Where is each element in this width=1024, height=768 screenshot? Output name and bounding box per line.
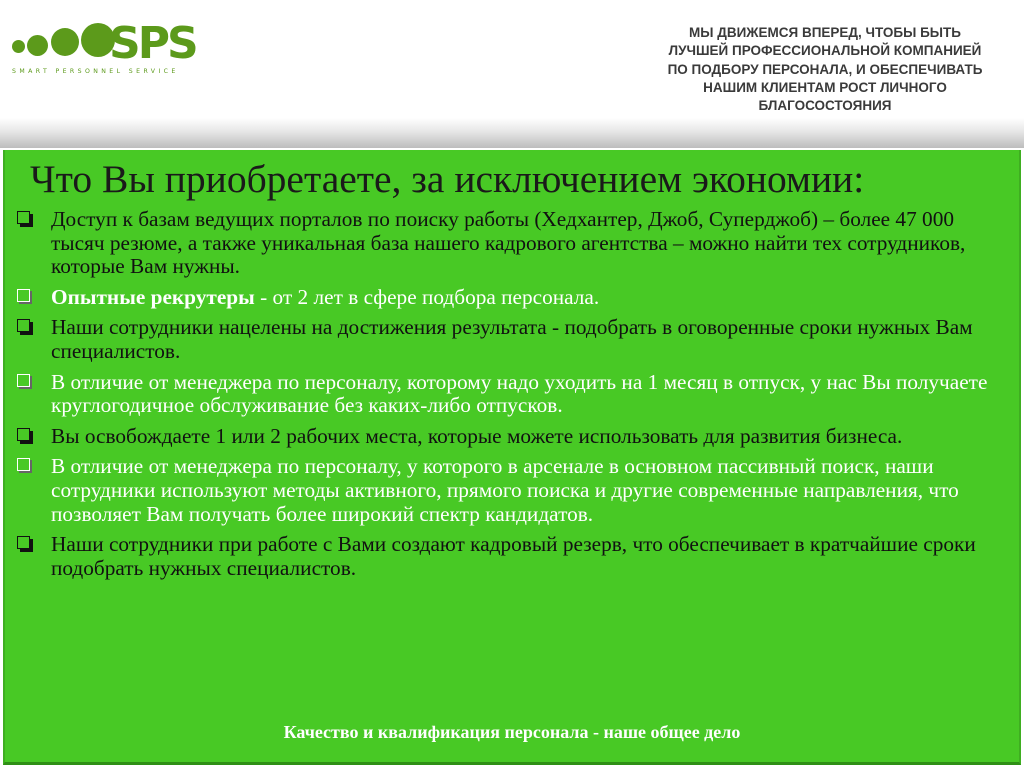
benefits-list <box>13 208 1003 587</box>
header-divider <box>0 118 1024 148</box>
benefit-item-text: Доступ к базам ведущих порталов по поиску работы (Хедхантер, Джоб, Суперджоб) – более 47 000 тысяч резюме, а также уникальная база нашего кадрового агентства – можно найти тех сотрудников, которые Вам нужны. <box>51 207 966 279</box>
checkbox-bullet-icon <box>17 319 30 332</box>
checkbox-bullet-icon <box>17 428 30 441</box>
benefit-item-text: В отличие от менеджера по персоналу, которому надо уходить на 1 месяц в отпуск, у нас Вы получаете круглогодичное обслуживание без каких-либо отпусков. <box>51 369 988 418</box>
checkbox-bullet-icon <box>17 536 30 549</box>
benefit-item-text: Наши сотрудники нацелены на достижения результата - подобрать в оговоренные сроки нужных Вам специалистов. <box>51 315 973 363</box>
benefit-item-text: Вы освобождаете 1 или 2 рабочих места, которые можете использовать для развития бизнеса. <box>51 423 903 448</box>
benefit-item-emphasis: Опытные рекрутеры <box>51 284 255 309</box>
mission-statement: МЫ ДВИЖЕМСЯ ВПЕРЕД, ЧТОБЫ БЫТЬ ЛУЧШЕЙ ПРОФЕССИОНАЛЬНОЙ КОМПАНИЕЙ ПО ПОДБОРУ ПЕРСОНАЛА, И ОБЕСПЕЧИВАТЬ НАШИМ КЛИЕНТАМ РОСТ ЛИЧНОГО БЛАГОСОСТОЯНИЯ <box>667 25 983 114</box>
logo-wordmark: SPS <box>109 18 196 69</box>
checkbox-bullet-icon <box>17 374 30 387</box>
benefit-item <box>13 455 1003 526</box>
slide-title: Что Вы приобретаете, за исключением экономии: <box>30 157 865 201</box>
slide-header <box>0 0 1024 135</box>
logo-dot-large <box>51 28 79 56</box>
benefit-item <box>13 533 1003 580</box>
benefit-item-text: - от 2 лет в сфере подбора персонала. <box>254 284 600 309</box>
checkbox-bullet-icon <box>17 289 30 302</box>
sps-logo <box>12 18 197 78</box>
logo-dot-medium <box>27 35 48 56</box>
benefit-item-text: Наши сотрудники при работе с Вами создают кадровый резерв, что обеспечивает в кратчайшие сроки подобрать нужных специалистов. <box>51 532 976 580</box>
content-panel <box>3 150 1021 765</box>
benefit-item <box>13 425 1003 449</box>
checkbox-bullet-icon <box>17 211 30 224</box>
benefit-item <box>13 371 1003 418</box>
logo-dot-small <box>12 40 25 53</box>
checkbox-bullet-icon <box>17 458 30 471</box>
benefit-item <box>13 208 1003 279</box>
benefit-item-text: В отличие от менеджера по персоналу, у которого в арсенале в основном пассивный поиск, наши сотрудники используют методы активного, прямого поиска и другие современные направления, что позволяет Вам получать более широкий спектр кандидатов. <box>51 454 959 526</box>
slide-footer: Качество и квалификация персонала - наше общее дело <box>283 722 741 742</box>
benefit-item <box>13 316 1003 363</box>
benefit-item <box>13 286 1003 310</box>
logo-tagline: SMART PERSONNEL SERVICE <box>12 68 179 75</box>
